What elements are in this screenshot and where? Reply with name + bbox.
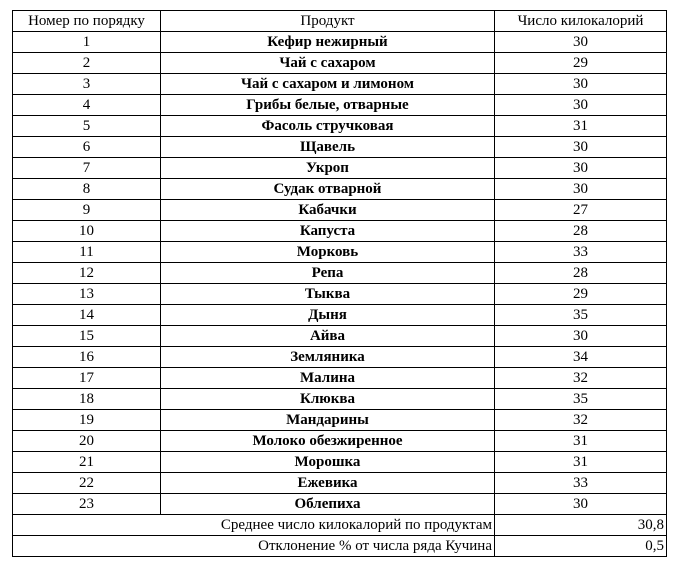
row-kcal: 30 — [495, 179, 667, 200]
row-number: 12 — [13, 263, 161, 284]
row-number: 10 — [13, 221, 161, 242]
row-product: Ежевика — [161, 473, 495, 494]
deviation-label: Отклонение % от числа ряда Кучина — [13, 536, 495, 557]
header-kcal: Число килокалорий — [495, 11, 667, 32]
row-number: 7 — [13, 158, 161, 179]
row-kcal: 31 — [495, 452, 667, 473]
table-row — [13, 158, 667, 179]
row-number: 6 — [13, 137, 161, 158]
row-number: 15 — [13, 326, 161, 347]
table-row — [13, 305, 667, 326]
table-row — [13, 452, 667, 473]
row-number: 19 — [13, 410, 161, 431]
row-kcal: 30 — [495, 494, 667, 515]
table-row — [13, 137, 667, 158]
row-kcal: 28 — [495, 221, 667, 242]
row-kcal: 30 — [495, 137, 667, 158]
row-product: Кефир нежирный — [161, 32, 495, 53]
row-kcal: 30 — [495, 158, 667, 179]
row-product: Мандарины — [161, 410, 495, 431]
row-product: Грибы белые, отварные — [161, 95, 495, 116]
row-kcal: 33 — [495, 473, 667, 494]
row-number: 5 — [13, 116, 161, 137]
row-product: Облепиха — [161, 494, 495, 515]
header-number: Номер по порядку — [13, 11, 161, 32]
row-product: Капуста — [161, 221, 495, 242]
row-number: 17 — [13, 368, 161, 389]
row-kcal: 32 — [495, 368, 667, 389]
row-product: Дыня — [161, 305, 495, 326]
row-kcal: 31 — [495, 116, 667, 137]
table-row — [13, 116, 667, 137]
table-row — [13, 284, 667, 305]
kcal-table — [12, 10, 667, 557]
row-kcal: 28 — [495, 263, 667, 284]
row-kcal: 33 — [495, 242, 667, 263]
row-product: Судак отварной — [161, 179, 495, 200]
table-row — [13, 410, 667, 431]
row-number: 21 — [13, 452, 161, 473]
row-product: Кабачки — [161, 200, 495, 221]
row-product: Чай с сахаром и лимоном — [161, 74, 495, 95]
header-product: Продукт — [161, 11, 495, 32]
table-row — [13, 221, 667, 242]
table-row — [13, 200, 667, 221]
row-product: Клюква — [161, 389, 495, 410]
row-kcal: 30 — [495, 326, 667, 347]
table-row — [13, 179, 667, 200]
row-number: 11 — [13, 242, 161, 263]
summary-row-deviation — [13, 536, 667, 557]
average-label: Среднее число килокалорий по продуктам — [13, 515, 495, 536]
table-row — [13, 74, 667, 95]
row-product: Репа — [161, 263, 495, 284]
row-product: Земляника — [161, 347, 495, 368]
row-product: Щавель — [161, 137, 495, 158]
table-row — [13, 263, 667, 284]
table-row — [13, 494, 667, 515]
row-number: 1 — [13, 32, 161, 53]
row-number: 4 — [13, 95, 161, 116]
table-row — [13, 347, 667, 368]
row-number: 9 — [13, 200, 161, 221]
table-row — [13, 389, 667, 410]
row-kcal: 35 — [495, 389, 667, 410]
row-kcal: 31 — [495, 431, 667, 452]
table-row — [13, 53, 667, 74]
row-product: Малина — [161, 368, 495, 389]
row-number: 13 — [13, 284, 161, 305]
row-product: Фасоль стручковая — [161, 116, 495, 137]
row-number: 14 — [13, 305, 161, 326]
table-row — [13, 32, 667, 53]
row-kcal: 35 — [495, 305, 667, 326]
row-kcal: 29 — [495, 53, 667, 74]
row-number: 2 — [13, 53, 161, 74]
row-product: Морковь — [161, 242, 495, 263]
average-value: 30,8 — [495, 515, 667, 536]
table-row — [13, 95, 667, 116]
row-kcal: 29 — [495, 284, 667, 305]
row-product: Тыква — [161, 284, 495, 305]
table-row — [13, 368, 667, 389]
header-row — [13, 11, 667, 32]
row-kcal: 34 — [495, 347, 667, 368]
table-row — [13, 473, 667, 494]
row-product: Молоко обезжиренное — [161, 431, 495, 452]
row-kcal: 30 — [495, 74, 667, 95]
row-number: 16 — [13, 347, 161, 368]
row-product: Укроп — [161, 158, 495, 179]
deviation-value: 0,5 — [495, 536, 667, 557]
table-row — [13, 326, 667, 347]
summary-row-average — [13, 515, 667, 536]
row-product: Морошка — [161, 452, 495, 473]
row-number: 20 — [13, 431, 161, 452]
row-kcal: 30 — [495, 95, 667, 116]
row-number: 18 — [13, 389, 161, 410]
table-row — [13, 431, 667, 452]
row-product: Айва — [161, 326, 495, 347]
row-number: 22 — [13, 473, 161, 494]
row-number: 3 — [13, 74, 161, 95]
row-kcal: 30 — [495, 32, 667, 53]
row-product: Чай с сахаром — [161, 53, 495, 74]
table-row — [13, 242, 667, 263]
row-number: 23 — [13, 494, 161, 515]
row-number: 8 — [13, 179, 161, 200]
row-kcal: 27 — [495, 200, 667, 221]
row-kcal: 32 — [495, 410, 667, 431]
